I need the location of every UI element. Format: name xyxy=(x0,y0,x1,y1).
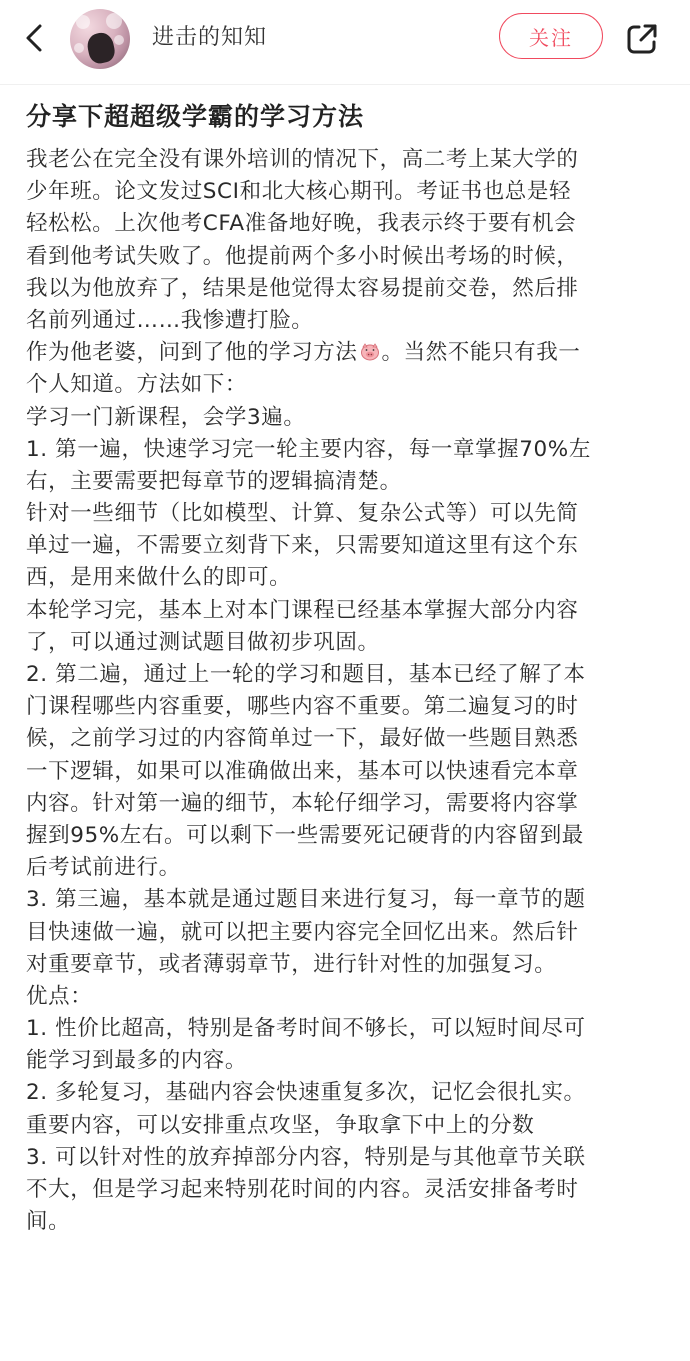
body-line: 单过一遍，不需要立刻背下来，只需要知道这里有这个东 xyxy=(26,533,579,559)
body-line: 内容。针对第一遍的细节，本轮仔细学习，需要将内容掌 xyxy=(26,790,579,816)
chevron-left-icon xyxy=(22,23,46,53)
body-line: 了，可以通过测试题目做初步巩固。 xyxy=(26,629,380,655)
body-line: 2. 第二遍，通过上一轮的学习和题目，基本已经了解了本 xyxy=(26,662,586,687)
body-line: 看到他考试失败了。他提前两个多小时候出考场的时候， xyxy=(26,243,579,269)
body-line: 重要内容，可以安排重点攻坚，争取拿下中上的分数 xyxy=(26,1112,535,1138)
body-line: 一下逻辑，如果可以准确做出来，基本可以快速看完本章 xyxy=(26,758,579,784)
body-text: 。当然不能只有我一 xyxy=(381,340,581,366)
body-line: 轻松松。上次他考CFA准备地好晚，我表示终于要有机会 xyxy=(26,211,577,237)
body-line: 西，是用来做什么的即可。 xyxy=(26,565,292,591)
body-line-with-emoji xyxy=(26,337,666,369)
back-button[interactable] xyxy=(14,18,54,58)
body-line: 我老公在完全没有课外培训的情况下，高二考上某大学的 xyxy=(26,147,579,172)
body-line: 2. 多轮复习，基础内容会快速重复多次，记忆会很扎实。 xyxy=(26,1080,586,1106)
body-text: 作为他老婆，问到了他的学习方法 xyxy=(26,340,358,366)
body-line: 1. 性价比超高，特别是备考时间不够长，可以短时间尽可 xyxy=(26,1016,586,1042)
author-avatar[interactable] xyxy=(70,9,130,69)
body-line: 个人知道。方法如下： xyxy=(26,372,248,398)
body-line: 少年班。论文发过SCI和北大核心期刊。考证书也总是轻 xyxy=(26,179,572,205)
post-body xyxy=(26,144,666,1238)
body-line: 后考试前进行。 xyxy=(26,855,181,881)
body-line: 本轮学习完，基本上对本门课程已经基本掌握大部分内容 xyxy=(26,597,579,623)
body-line: 3. 可以针对性的放弃掉部分内容，特别是与其他章节关联 xyxy=(26,1144,586,1170)
pig-face-emoji-icon xyxy=(360,342,380,362)
body-line: 名前列通过……我惨遭打脸。 xyxy=(26,307,314,333)
body-line: 握到95%左右。可以剩下一些需要死记硬背的内容留到最 xyxy=(26,822,584,848)
follow-button[interactable]: 关注 xyxy=(499,13,603,59)
body-line: 针对一些细节（比如模型、计算、复杂公式等）可以先简 xyxy=(26,501,579,527)
post-title: 分享下超超级学霸的学习方法 xyxy=(26,102,365,131)
body-line: 候，之前学习过的内容简单过一下，最好做一些题目熟悉 xyxy=(26,726,579,752)
share-external-icon xyxy=(625,22,659,56)
body-line: 能学习到最多的内容。 xyxy=(26,1048,248,1074)
top-bar xyxy=(0,0,690,85)
body-line: 我以为他放弃了，结果是他觉得太容易提前交卷，然后排 xyxy=(26,275,579,301)
body-line: 3. 第三遍，基本就是通过题目来进行复习，每一章节的题 xyxy=(26,887,586,913)
body-line: 学习一门新课程，会学3遍。 xyxy=(26,404,306,430)
body-line: 优点： xyxy=(26,983,93,1009)
body-line: 对重要章节，或者薄弱章节，进行针对性的加强复习。 xyxy=(26,951,557,977)
body-line: 1. 第一遍，快速学习完一轮主要内容，每一章掌握70%左 xyxy=(26,436,591,462)
body-line: 目快速做一遍，就可以把主要内容完全回忆出来。然后针 xyxy=(26,919,579,945)
share-button[interactable] xyxy=(622,19,662,59)
body-line: 间。 xyxy=(26,1209,71,1235)
body-line: 门课程哪些内容重要，哪些内容不重要。第二遍复习的时 xyxy=(26,694,579,720)
body-line: 右，主要需要把每章节的逻辑搞清楚。 xyxy=(26,468,402,494)
author-name[interactable]: 进击的知知 xyxy=(152,25,268,50)
body-line: 不大，但是学习起来特别花时间的内容。灵活安排备考时 xyxy=(26,1177,579,1202)
